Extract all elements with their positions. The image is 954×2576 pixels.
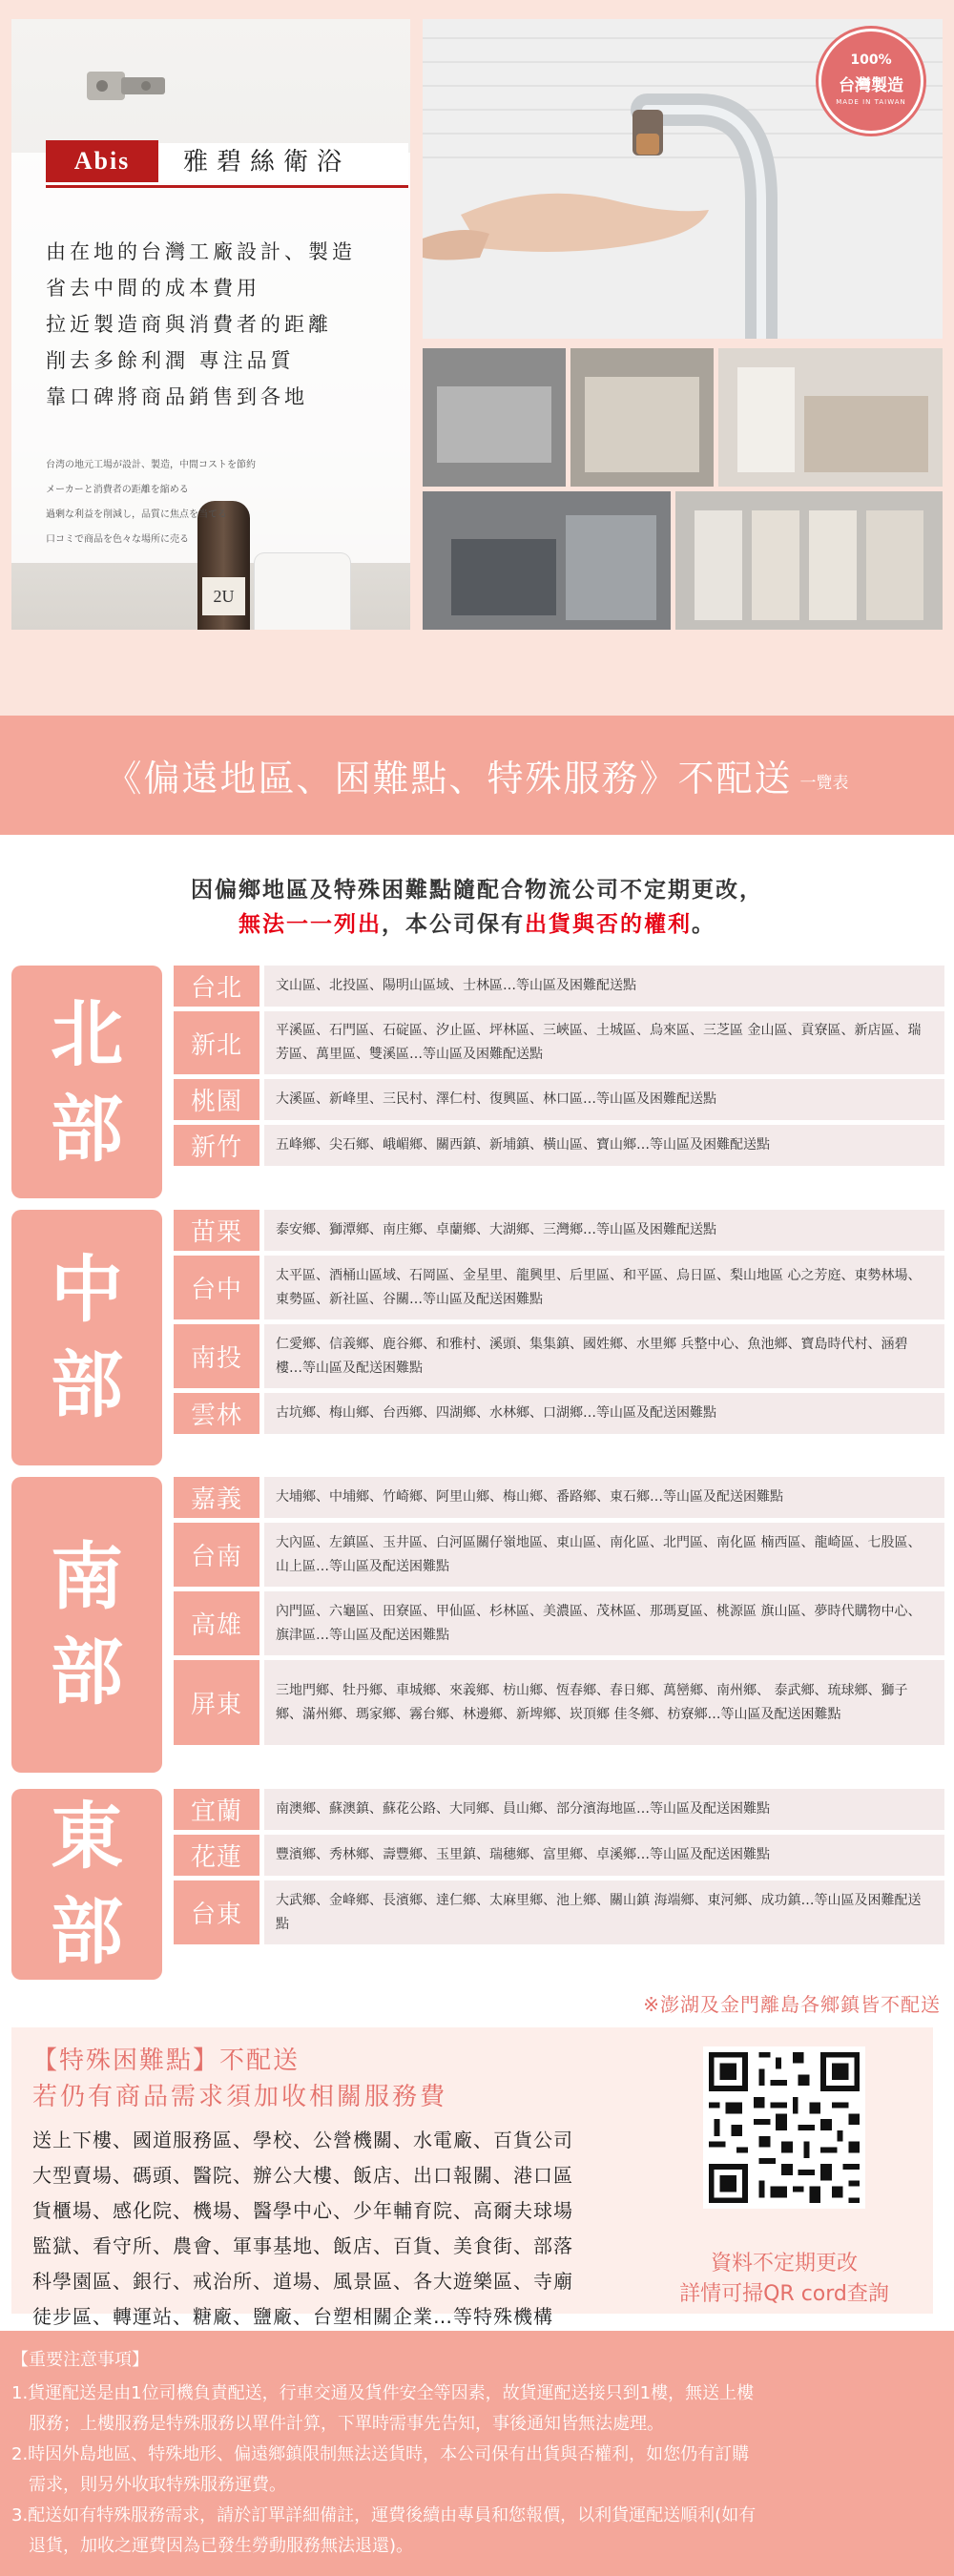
city-name: 宜蘭 — [174, 1789, 259, 1830]
cabinet-hinge-icon — [83, 62, 169, 114]
city-row — [174, 1660, 944, 1745]
intro-line: 由在地的台灣工廠設計、製造 — [46, 240, 356, 263]
city-row — [174, 1880, 944, 1944]
city-row — [174, 1324, 944, 1388]
special-difficult-points — [11, 2027, 933, 2328]
city-row — [174, 1835, 944, 1876]
city-areas: 大內區、左鎮區、玉井區、白河區關仔嶺地區、東山區、南化區、北門區、南化區 楠西區、龍崎區、七股區、山上區…等山區及配送困難點 — [264, 1523, 944, 1587]
badge-percent: 100% — [850, 52, 892, 68]
brand-logo: Abis — [46, 140, 158, 182]
factory-photos — [423, 348, 943, 630]
special-title: 【特殊困難點】不配送 — [32, 2046, 301, 2075]
region-char: 部 — [51, 1889, 123, 1974]
intro-line: 拉近製造商與消費者的距離 — [46, 313, 332, 336]
city-row — [174, 1210, 944, 1251]
region-rows — [174, 966, 944, 1171]
city-row — [174, 1079, 944, 1120]
special-list — [32, 2123, 662, 2335]
intro-jp-line: 過剰な利益を削減し，品質に焦点を当てる — [46, 509, 227, 520]
city-name: 台北 — [174, 966, 259, 1007]
bottle-label: 2U — [202, 577, 245, 615]
city-areas: 仁愛鄉、信義鄉、鹿谷鄉、和雅村、溪頭、集集鎮、國姓鄉、水里鄉 兵整中心、魚池鄉、寶島時代村、涵碧樓…等山區及配送困難點 — [264, 1324, 944, 1388]
city-name: 苗栗 — [174, 1210, 259, 1251]
region-char: 北 — [51, 991, 123, 1076]
note-line: 3.配送如有特殊服務需求，請於訂單詳細備註，運費後續由專員和您報價，以利貨運配送順利(如有 — [11, 2505, 757, 2525]
brand-underline — [46, 185, 408, 188]
jar-image — [255, 553, 350, 630]
city-name: 嘉義 — [174, 1477, 259, 1518]
note-line: 1.貨運配送是由1位司機負責配送，行車交通及貨件安全等因素，故貨運配送接只到1樓，無送上樓 — [11, 2383, 755, 2403]
hero-section — [0, 0, 954, 716]
note-line: 服務；上樓服務是特殊服務以單件計算，下單時需事先告知，事後通知皆無法處理。 — [11, 2414, 664, 2434]
region-label — [11, 1210, 162, 1465]
region-rows — [174, 1789, 944, 1949]
region-char: 中 — [51, 1247, 123, 1332]
notes-title: 【重要注意事項】 — [11, 2350, 149, 2370]
city-row — [174, 1256, 944, 1319]
city-name: 新北 — [174, 1011, 259, 1074]
city-areas: 大埔鄉、中埔鄉、竹崎鄉、阿里山鄉、梅山鄉、番路鄉、東石鄉…等山區及配送困難點 — [264, 1477, 944, 1518]
region-char: 南 — [51, 1534, 123, 1619]
special-line: 大型賣場、碼頭、醫院、辦公大樓、飯店、出口報關、港口區 — [32, 2164, 573, 2187]
intro-text — [46, 234, 399, 415]
notice-text: 。 — [692, 912, 716, 937]
notice-line-1: 因偏鄉地區及特殊困難點隨配合物流公司不定期更改， — [191, 878, 763, 903]
city-areas: 泰安鄉、獅潭鄉、南庄鄉、卓蘭鄉、大湖鄉、三灣鄉…等山區及困難配送點 — [264, 1210, 944, 1251]
badge-subtitle: MADE IN TAIWAN — [836, 98, 906, 106]
city-areas: 三地門鄉、牡丹鄉、車城鄉、來義鄉、枋山鄉、恆春鄉、春日鄉、萬巒鄉、南州鄉、 泰武鄉、琉球鄉、獅子鄉、滿州鄉、瑪家鄉、霧台鄉、林邊鄉、新埤鄉、崁頂鄉 佳冬鄉、枋寮鄉…等山區及配送困難點 — [264, 1660, 944, 1745]
city-areas: 南澳鄉、蘇澳鎮、蘇花公路、大同鄉、員山鄉、部分濱海地區…等山區及配送困難點 — [264, 1789, 944, 1830]
city-areas: 五峰鄉、尖石鄉、峨嵋鄉、關西鎮、新埔鎮、橫山區、寶山鄉…等山區及困難配送點 — [264, 1125, 944, 1166]
city-areas: 大武鄉、金峰鄉、長濱鄉、達仁鄉、太麻里鄉、池上鄉、關山鎮 海端鄉、東河鄉、成功鎮…等山區及困難配送點 — [264, 1880, 944, 1944]
qr-caption: 資料不定期更改 — [710, 2252, 858, 2275]
note-line: 需求，則另外收取特殊服務運費。 — [11, 2475, 286, 2495]
no-delivery-banner — [0, 716, 954, 835]
region-label — [11, 1789, 162, 1980]
notice-line-2 — [0, 907, 954, 942]
city-row — [174, 1523, 944, 1587]
region-label — [11, 1477, 162, 1773]
qr-caption: 詳情可掃QR cord查詢 — [679, 2282, 889, 2306]
city-name: 雲林 — [174, 1393, 259, 1434]
region-rows — [174, 1477, 944, 1750]
special-subtitle: 若仍有商品需求須加收相關服務費 — [32, 2083, 448, 2111]
delivery-notice — [0, 873, 954, 942]
city-name: 高雄 — [174, 1591, 259, 1655]
city-name: 台南 — [174, 1523, 259, 1587]
special-line: 貨櫃場、感化院、機場、醫學中心、少年輔育院、高爾夫球場 — [32, 2199, 573, 2222]
note-line: 退貨，加收之運費因為已發生勞動服務無法退還)。 — [11, 2536, 414, 2556]
city-areas: 平溪區、石門區、石碇區、汐止區、坪林區、三峽區、土城區、烏來區、三芝區 金山區、貢寮區、新店區、瑞芳區、萬里區、雙溪區…等山區及困難配送點 — [264, 1011, 944, 1074]
region-char: 部 — [51, 1630, 123, 1714]
city-areas: 文山區、北投區、陽明山區域、士林區…等山區及困難配送點 — [264, 966, 944, 1007]
city-areas: 太平區、酒桶山區域、石岡區、金星里、龍興里、后里區、和平區、烏日區、梨山地區 心之芳庭、東勢林場、東勢區、新社區、谷關…等山區及配送困難點 — [264, 1256, 944, 1319]
note-line: 2.時因外島地區、特殊地形、偏遠鄉鎮限制無法送貨時，本公司保有出貨與否權利，如您仍有訂購 — [11, 2444, 750, 2464]
city-row — [174, 1789, 944, 1830]
notice-highlight: 無法一一列出 — [238, 912, 382, 937]
city-name: 屏東 — [174, 1660, 259, 1745]
intro-jp-line: メーカーと消費者の距離を縮める — [46, 485, 189, 495]
factory-photo-collage — [423, 348, 943, 630]
city-name: 花蓮 — [174, 1835, 259, 1876]
special-line: 監獄、看守所、農會、軍事基地、飯店、百貨、美食街、部落 — [32, 2234, 573, 2257]
city-areas: 內門區、六龜區、田寮區、甲仙區、杉林區、美濃區、茂林區、那瑪夏區、桃源區 旗山區、夢時代購物中心、旗津區…等山區及配送困難點 — [264, 1591, 944, 1655]
city-areas: 大溪區、新峰里、三民村、澤仁村、復興區、林口區…等山區及困難配送點 — [264, 1079, 944, 1120]
city-areas: 豐濱鄉、秀林鄉、壽豐鄉、玉里鎮、瑞穗鄉、富里鄉、卓溪鄉…等山區及配送困難點 — [264, 1835, 944, 1876]
city-name: 桃園 — [174, 1079, 259, 1120]
region-char: 部 — [51, 1342, 123, 1427]
region-rows — [174, 1210, 944, 1439]
made-in-taiwan-badge — [819, 29, 923, 134]
badge-label: 台灣製造 — [839, 76, 903, 95]
city-row — [174, 966, 944, 1007]
city-areas: 古坑鄉、梅山鄉、台西鄉、四湖鄉、水林鄉、口湖鄉…等山區及配送困難點 — [264, 1393, 944, 1434]
special-line: 送上下樓、國道服務區、學校、公營機關、水電廠、百貨公司 — [32, 2129, 573, 2151]
city-name: 新竹 — [174, 1125, 259, 1166]
city-row — [174, 1011, 944, 1074]
intro-line: 削去多餘利潤 專注品質 — [46, 349, 295, 372]
city-row — [174, 1477, 944, 1518]
city-row — [174, 1125, 944, 1166]
qr-code-icon[interactable] — [703, 2046, 865, 2209]
island-footnote: ※澎湖及金門離島各鄉鎮皆不配送 — [643, 1993, 941, 2016]
brand-name: 雅碧絲衛浴 — [183, 148, 351, 177]
notice-text: ，本公司保有 — [382, 912, 525, 937]
intro-jp-line: 口コミで商品を色々な場所に売る — [46, 534, 189, 545]
banner-subtitle: 一覽表 — [799, 774, 849, 793]
banner-title: 《偏遠地區、困難點、特殊服務》不配送 — [105, 758, 793, 800]
city-name: 台中 — [174, 1256, 259, 1319]
region-char: 部 — [51, 1087, 123, 1172]
city-row — [174, 1591, 944, 1655]
intro-line: 省去中間的成本費用 — [46, 277, 260, 300]
important-notes — [0, 2331, 954, 2576]
region-char: 東 — [51, 1794, 123, 1879]
intro-line: 靠口碑將商品銷售到各地 — [46, 385, 308, 408]
city-name: 南投 — [174, 1324, 259, 1388]
region-label — [11, 966, 162, 1198]
special-line: 科學園區、銀行、戒治所、道場、風景區、各大遊樂區、寺廟 — [32, 2270, 573, 2293]
intro-text-japanese — [46, 453, 361, 552]
city-name: 台東 — [174, 1880, 259, 1944]
notice-highlight: 出貨與否的權利 — [525, 912, 692, 937]
special-line: 徒步區、轉運站、糖廠、鹽廠、台塑相關企業…等特殊機構 — [32, 2305, 553, 2328]
city-row — [174, 1393, 944, 1434]
intro-jp-line: 台湾の地元工場が設計、製造，中間コストを節約 — [46, 460, 256, 470]
notes-list — [11, 2379, 946, 2562]
